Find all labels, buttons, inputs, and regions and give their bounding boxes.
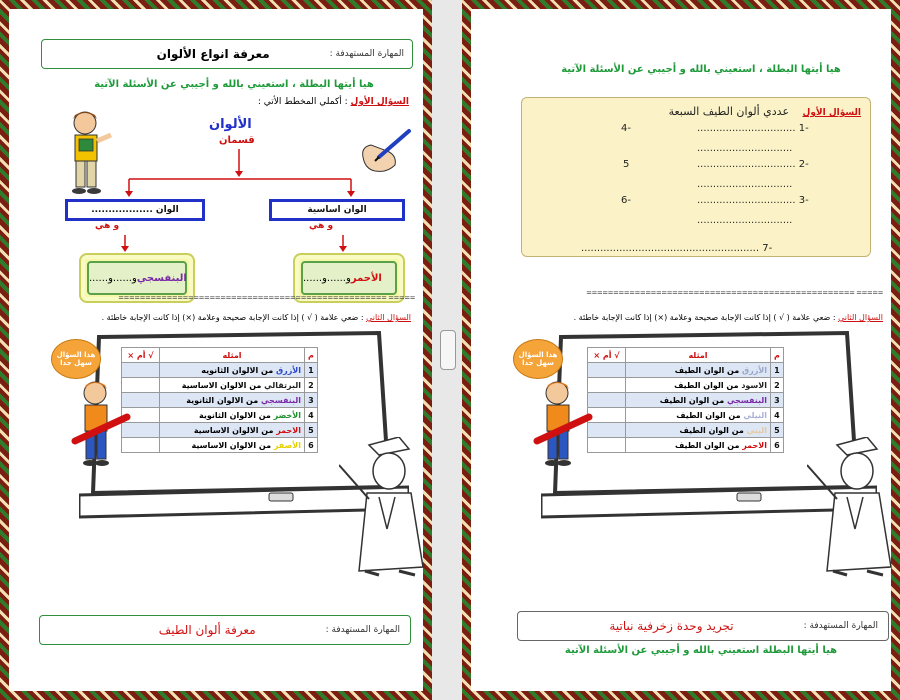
primary-example-label: و هي <box>309 221 334 231</box>
page-gap-handle[interactable] <box>440 330 456 370</box>
example-arrows <box>119 233 369 255</box>
teacher-illustration <box>339 437 429 577</box>
bottom-skill-box-right <box>517 611 889 641</box>
table-row: 1 الأزرق من الالوان الثانويه <box>122 363 318 378</box>
secondary-answer-field[interactable]: البنفسجي و......و...... <box>87 261 187 295</box>
col-answer: √ أم × <box>122 348 160 363</box>
question-1-label-right: السؤال الأول <box>802 108 861 118</box>
question-2-label: السؤال الثاني <box>366 313 411 322</box>
bottom-skill-label-right: المهارة المستهدفة : <box>803 621 878 631</box>
answer-cell[interactable] <box>588 408 626 423</box>
intro-text-right: هيا أيتها البطلة ، استعيني بالله و أجيبي عن الأسئلة الآتية <box>561 64 841 75</box>
question-1-label: السؤال الأول <box>350 97 409 107</box>
primary-answer-field[interactable]: الأحمر و......و...... <box>301 261 397 295</box>
section-separator: ================================================== ===== <box>118 294 415 302</box>
bottom-intro-right: هيا أيتها البطلة استعيني بالله و أجيبي عن الأسئلة الآتية <box>564 645 838 656</box>
question-1-text: : أكملي المخطط الأتي : <box>257 97 348 107</box>
bottom-skill-title-right: تجريد وحدة زخرفية نباتية <box>609 619 734 633</box>
col-answer: √ أم × <box>588 348 626 363</box>
col-statement: امثله <box>626 348 771 363</box>
secondary-colors-box: الوان .................. <box>65 199 205 221</box>
question-2-text: : ضعي علامة ( √ ) إذا كانت الإجابة صحيحة وعلامة (×) إذا كانت الإجابة خاطئة . <box>101 313 364 322</box>
answer-cell[interactable] <box>588 363 626 378</box>
col-number: م <box>771 348 784 363</box>
blank-number-4: 4- <box>621 123 631 134</box>
answer-cell[interactable] <box>588 438 626 453</box>
worksheet-page-right <box>462 0 900 700</box>
table-row: 1 الأزرق من الوان الطيف <box>588 363 784 378</box>
blank-number-6: 6- <box>621 195 631 206</box>
true-false-table-left <box>121 347 318 453</box>
table-row: 4 الأخضر من الالوان الثانوية <box>122 408 318 423</box>
answer-cell[interactable] <box>588 378 626 393</box>
table-row: 2 البرتقالي من الالوان الاساسية <box>122 378 318 393</box>
answer-cell[interactable] <box>122 363 160 378</box>
teacher-illustration-right <box>807 437 897 577</box>
blank-extra-line-1[interactable]: .............................. <box>697 143 793 154</box>
answer-cell[interactable] <box>588 393 626 408</box>
question-1-line-right <box>591 105 861 118</box>
kid-pencil-illustration-right <box>533 379 593 471</box>
primary-colors-box: الوان اساسية <box>269 199 405 221</box>
kid-pencil-illustration <box>71 379 131 471</box>
blank-line-3[interactable]: ............................... 3- <box>697 195 809 206</box>
true-false-table-right <box>587 347 784 453</box>
table-row: 6 الاحمر من الوان الطيف <box>588 438 784 453</box>
table-row: 3 البنفسجي من الالوان الثانوية <box>122 393 318 408</box>
colors-heading: الألوان <box>209 117 252 132</box>
question-2-line-right <box>521 313 883 322</box>
skill-label: المهارة المستهدفة : <box>329 49 404 59</box>
colors-subheading: قسمان <box>219 135 255 146</box>
question-2-line <box>59 313 411 322</box>
secondary-example-label: و هي <box>95 221 120 231</box>
blank-extra-line-3[interactable]: .............................. <box>697 215 793 226</box>
blank-line-7[interactable]: ........................................................ 7- <box>581 243 773 254</box>
col-statement: امثله <box>160 348 305 363</box>
worksheet-page-left <box>0 0 432 700</box>
col-number: م <box>305 348 318 363</box>
bottom-skill-box <box>39 615 411 645</box>
spectrum-scroll <box>521 97 871 257</box>
table-row: 2 الاسود من الوان الطيف <box>588 378 784 393</box>
answer-cell[interactable] <box>588 423 626 438</box>
table-row: 4 النيلي من الوان الطيف <box>588 408 784 423</box>
table-row: 3 البنفسجي من الوان الطيف <box>588 393 784 408</box>
diagram-connectors <box>119 147 379 207</box>
bottom-skill-title: معرفة ألوان الطيف <box>158 623 256 637</box>
question-2-label-right: السؤال الثاني <box>838 313 883 322</box>
skill-title: معرفة انواع الألوان <box>156 47 270 61</box>
table-row: 6 الأصفر من الالوان الاساسية <box>122 438 318 453</box>
blank-line-1[interactable]: ............................... 1- <box>697 123 809 134</box>
question-2-text-right: : ضعي علامة ( √ ) إذا كانت الإجابة صحيحة وعلامة (×) إذا كانت الإجابة خاطئة . <box>573 313 836 322</box>
speech-bubble-right: هذا السؤال سهل جدا <box>513 339 563 379</box>
table-row: 5 الاحمر من الالوان الاساسية <box>122 423 318 438</box>
table-row: 5 البني من الوان الطيف <box>588 423 784 438</box>
blank-extra-line-2[interactable]: .............................. <box>697 179 793 190</box>
question-1-text-right: عددي ألوان الطيف السبعة <box>668 105 790 118</box>
blank-number-5: 5 <box>623 159 630 170</box>
bottom-skill-label: المهارة المستهدفة : <box>325 625 400 635</box>
section-separator-right: ================================================== ===== <box>586 289 883 297</box>
question-1-line <box>129 97 409 107</box>
intro-text: هيا أيتها البطلة ، استعيني بالله و أجيبي عن الأسئلة الآتية <box>94 79 374 90</box>
skill-title-box <box>41 39 413 69</box>
blank-line-2[interactable]: ............................... 2- <box>697 159 809 170</box>
speech-bubble: هذا السؤال سهل جدا <box>51 339 101 379</box>
boy-illustration <box>57 105 117 197</box>
